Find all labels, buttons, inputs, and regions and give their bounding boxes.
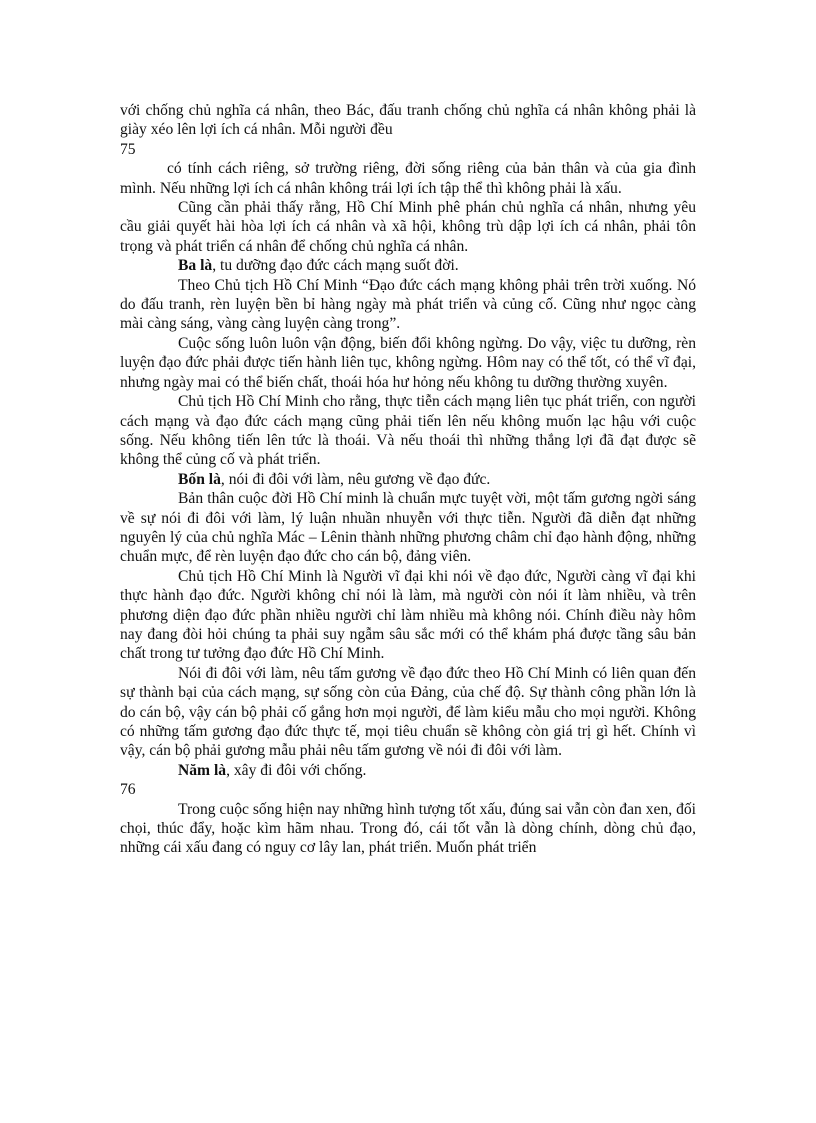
- page-number: 76: [120, 781, 136, 799]
- heading-label: Ba là: [178, 257, 213, 275]
- paragraph-critique: Cũng cần phải thấy rằng, Hồ Chí Minh phê phán chủ nghĩa cá nhân, nhưng yêu cầu giải quyết hài hòa lợi ích cá nhân và xã hội, không trù dập lợi ích cá nhân, phải tôn trọng và phát triển cá nhân để chống chủ nghĩa cá nhân.: [120, 199, 696, 255]
- paragraph-greatness: Chủ tịch Hồ Chí Minh là Người vĩ đại khi nói về đạo đức, Người càng vĩ đại khi thực hành đạo đức. Người không chỉ nói là làm, mà người còn nói ít làm nhiều, và trên phương diện đạo đức phần nhiều người chỉ làm nhiều mà không nói. Chính điều này hôm nay đang đòi hỏi chúng ta phải suy ngẫm sâu sắc mới có thể khám phá được tầng sâu bản chất trong tư tưởng đạo đức Hồ Chí Minh.: [120, 567, 696, 663]
- heading-label: Bốn là: [178, 470, 221, 488]
- paragraph-quote: Theo Chủ tịch Hồ Chí Minh “Đạo đức cách mạng không phải trên trời xuống. Nó do đấu tranh, rèn luyện bền bỉ hàng ngày mà phát triển và củng cố. Cũng như ngọc càng mài càng sáng, vàng càng luyện càng trong”.: [120, 276, 696, 333]
- paragraph-continuation: với chống chủ nghĩa cá nhân, theo Bác, đấu tranh chống chủ nghĩa cá nhân không phải là giày xéo lên lợi ích cá nhân. Mỗi người đều: [120, 102, 696, 139]
- paragraph-words-deeds: Nói đi đôi với làm, nêu tấm gương về đạo đức theo Hồ Chí Minh có liên quan đến sự thành bại của cách mạng, sự sống còn của Đảng, của chế độ. Sự thành công phần lớn là do cán bộ, vậy cán bộ phải cố gắng hơn mọi người, để làm kiểu mẫu cho mọi người. Không có những tấm gương đạo đức thực tế, mọi tiêu chuẩn sẽ không còn giá trị gì hết. Chính vì vậy, cán bộ phải gương mẫu phải nêu tấm gương về nói đi đôi với làm.: [120, 664, 696, 760]
- heading-text: , nói đi đôi với làm, nêu gương về đạo đức.: [220, 470, 491, 488]
- paragraph-life: Cuộc sống luôn luôn vận động, biến đổi không ngừng. Do vậy, việc tu dưỡng, rèn luyện đạo đức phải được tiến hành liên tục, không ngừng. Hôm nay có thể tốt, có thể vĩ đại, nhưng ngày mai có thể biến chất, thoái hóa hư hỏng nếu không tu dưỡng thường xuyên.: [120, 334, 696, 391]
- heading-label: Năm là: [178, 761, 227, 779]
- heading-text: , xây đi đôi với chống.: [226, 761, 367, 779]
- document-page: [120, 101, 696, 858]
- heading-point-four: [120, 470, 696, 489]
- heading-text: , tu dưỡng đạo đức cách mạng suốt đời.: [212, 257, 459, 275]
- paragraph-example: Bản thân cuộc đời Hồ Chí minh là chuẩn mực tuyệt vời, một tấm gương ngời sáng về sự nói đi đôi với làm, lý luận nhuần nhuyễn với thực tiễn. Người đã diễn đạt những nguyên lý của chủ nghĩa Mác – Lênin thành những phương châm chỉ đạo hành động, những chuẩn mực, để rèn luyện đạo đức cho cán bộ, đảng viên.: [120, 490, 696, 566]
- page-number: 75: [120, 140, 136, 158]
- heading-point-five: [120, 761, 696, 780]
- paragraph-individual: có tính cách riêng, sở trường riêng, đời sống riêng của bản thân và của gia đình mình. Nếu những lợi ích cá nhân không trái lợi ích tập thể thì không phải là xấu.: [120, 160, 696, 197]
- paragraph-society: Trong cuộc sống hiện nay những hình tượng tốt xấu, đúng sai vẫn còn đan xen, đối chọi, thúc đẩy, hoặc kìm hãm nhau. Trong đó, cái tốt vẫn là dòng chính, dòng chủ đạo, những cái xấu đang có nguy cơ lây lan, phát triển. Muốn phát triển: [120, 800, 696, 857]
- heading-point-three: [120, 256, 696, 275]
- paragraph-practice: Chủ tịch Hồ Chí Minh cho rằng, thực tiễn cách mạng liên tục phát triển, con người cách mạng và đạo đức cách mạng cũng phải tiến lên nếu không muốn lạc hậu với cuộc sống. Nếu không tiến lên tức là thoái. Và nếu thoái thì những thắng lợi đã đạt được sẽ không thể củng cố và phát triển.: [120, 393, 696, 469]
